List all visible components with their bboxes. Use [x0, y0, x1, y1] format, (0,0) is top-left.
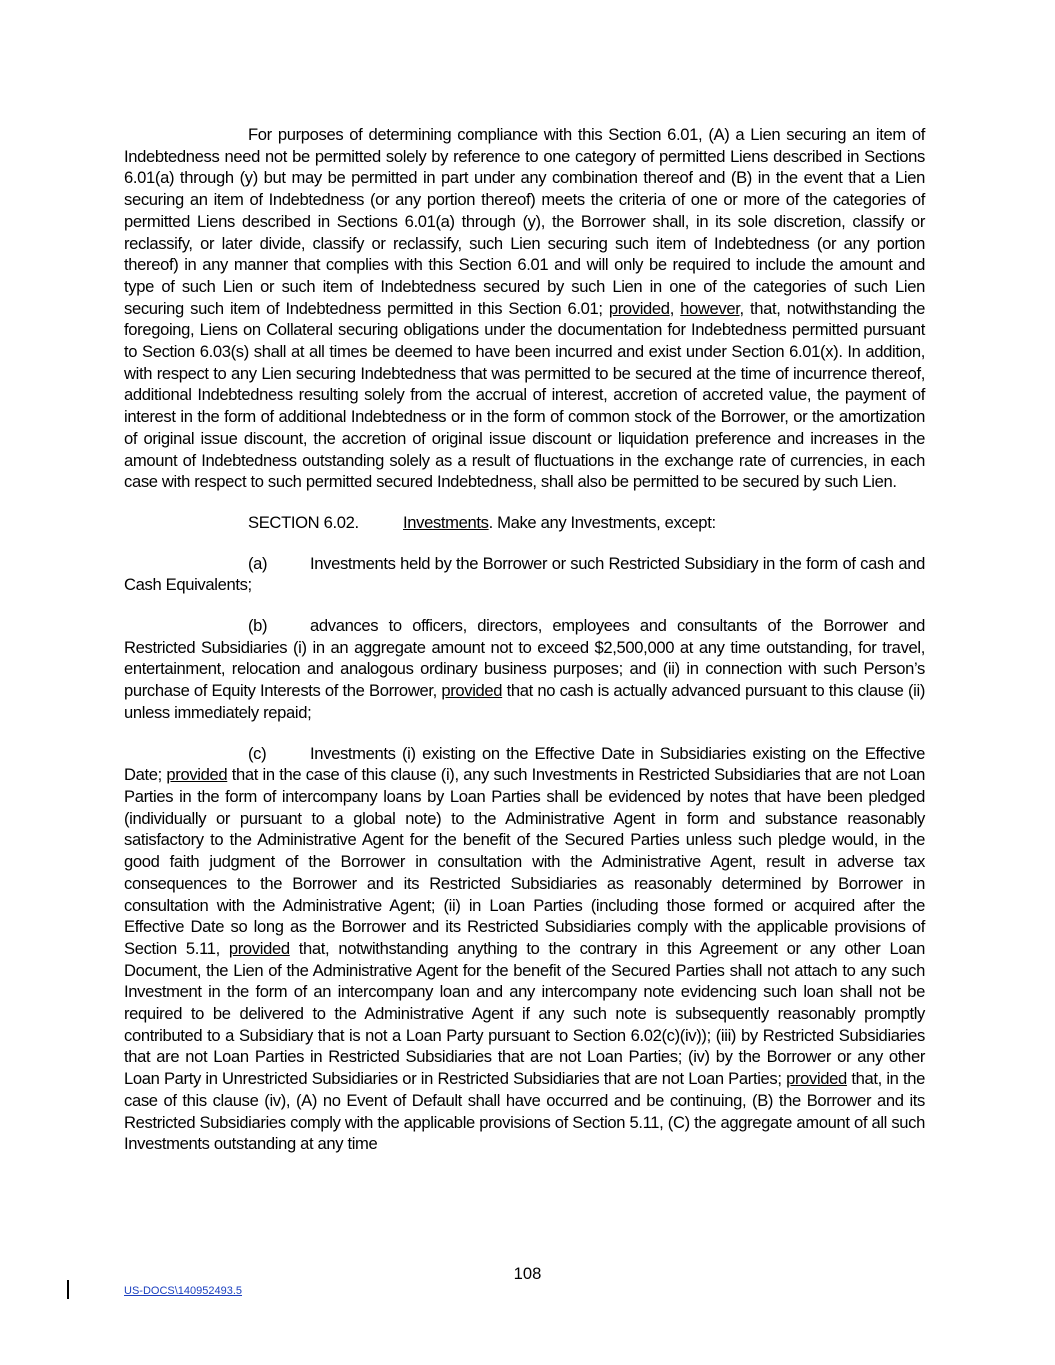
clause-c — [124, 743, 925, 1155]
clause-marker: (b) — [248, 616, 268, 636]
section-intro: . Make any Investments, except: — [488, 512, 716, 532]
document-body — [124, 124, 925, 1174]
paragraph-text: For purposes of determining compliance with this Section 6.01, (A) a Lien securing an item of Indebtedness need not be permitted solely by reference to one category of permitted Liens described in Sections 6.01(a) through (y) but may be permitted in part under any combination thereof and (B) in the event that a Lien securing an item of Indebtedness (or any portion thereof) meets the criteria of one or more of the categories of permitted Liens described in Sections 6.01(a) through (y), the Borrower shall, in its sole discretion, classify or reclassify, or later divide, classify or reclassify, such Lien securing such item of Indebtedness (or any portion thereof) in any manner that complies with this Section 6.01 and will only be required to include the amount and type of such Lien or such item of Indebtedness secured by such Lien in one of the categories of such Lien securing such item of Indebtedness permitted in this Section 6.01; — [124, 125, 925, 318]
paragraph-text: , that, notwithstanding the foregoing, Liens on Collateral securing obligations under the documentation for Indebtedness permitted pursuant to Section 6.03(s) shall at all times be deemed to have been incurred and exist under Section 6.01(x). In addition, with respect to any Lien securing Indebtedness that was permitted to be secured at the time of incurrence thereof, additional Indebtedness resulting solely from the accrual of interest, accretion of accreted value, the payment of interest in the form of additional Indebtedness or in the form of common stock of the Borrower, or the amortization of original issue discount, the accretion of original issue discount or liquidation preference and increases in the amount of Indebtedness outstanding solely as a result of fluctuations in the exchange rate of currencies, in each case with respect to such permitted secured Indebtedness, shall also be permitted to be secured by such Lien. — [124, 298, 925, 492]
section-title: Investments — [403, 512, 489, 532]
page-number: 108 — [513, 1264, 542, 1283]
clause-text: that, notwithstanding anything to the contrary in this Agreement or any other Loan Document, the Lien of the Administrative Agent for the benefit of the Secured Parties shall not attach to any such Investment in the form of an intercompany loan and any intercompany note evidencing such loan shall not be required to be delivered to the Administrative Agent if any such note is subsequently reasonably promptly contributed to a Subsidiary that is not a Loan Party pursuant to Section 6.02(c)(iv)); (iii) by Restricted Subsidiaries that are not Loan Parties in Restricted Subsidiaries that are not Loan Parties; (iv) by the Borrower or any other Loan Party in Unrestricted Subsidiaries or in Restricted Subsidiaries that are not Loan Parties; — [124, 938, 925, 1089]
provided-term: provided — [166, 765, 228, 785]
section-6-02-heading — [124, 512, 925, 534]
clause-b — [124, 615, 925, 724]
clause-text: that in the case of this clause (i), any such Investments in Restricted Subsidiaries that are not Loan Parties in the form of intercompany loans by Loan Parties shall be evidenced by notes that have been pledged (individually or pursuant to a global note) to the Administrative Agent in form and substance reasonably satisfactory to the Administrative Agent for the benefit of the Secured Parties unless such pledge would, in the good faith judgment of the Borrower in consultation with the Administrative Agent, result in adverse tax consequences to the Borrower and its Restricted Subsidiaries as reasonably determined by Borrower in consultation with the Administrative Agent; (ii) in Loan Parties (including those formed or acquired after the Effective Date so long as the Borrower and its Restricted Subsidiaries comply with the applicable provisions of Section 5.11, — [124, 765, 925, 958]
clause-marker: (c) — [248, 743, 267, 763]
clause-text: that no cash is actually advanced pursuant to this clause (ii) unless immediately repaid; — [124, 681, 925, 722]
clause-text: that, in the case of this clause (iv), (A) no Event of Default shall have occurred and be continuing, (B) the Borrower and its Restricted Subsidiaries comply with the applicable provisions of Section 5.11, (C) the aggregate amount of all such Investments outstanding at any time — [124, 1069, 925, 1154]
provided-term: provided — [441, 681, 503, 701]
document-id-link[interactable]: US-DOCS\140952493.5 — [124, 1285, 243, 1297]
revision-change-bar — [67, 1280, 69, 1299]
however-term: however — [680, 298, 740, 318]
clause-a — [124, 553, 925, 596]
clause-marker: (a) — [248, 553, 268, 573]
provided-term: provided — [608, 298, 670, 318]
clause-text: Investments held by the Borrower or such Restricted Subsidiary in the form of cash and Cash Equivalents; — [124, 553, 925, 595]
clause-text: advances to officers, directors, employees and consultants of the Borrower and Restricted Subsidiaries (i) in an aggregate amount not to exceed $2,500,000 at any time outstanding, for travel, entertainment, relocation and analogous ordinary business purposes; and (ii) in connection with such Person’s purchase of Equity Interests of the Borrower, — [124, 616, 925, 701]
section-number: SECTION 6.02. — [248, 512, 359, 532]
clause-text: Investments (i) existing on the Effective Date in Subsidiaries existing on the Effective Date; — [124, 743, 925, 785]
separator-text: , — [669, 298, 681, 318]
provided-term: provided — [786, 1069, 847, 1089]
section-6-01-closing-paragraph — [124, 124, 925, 493]
provided-term: provided — [228, 938, 290, 958]
